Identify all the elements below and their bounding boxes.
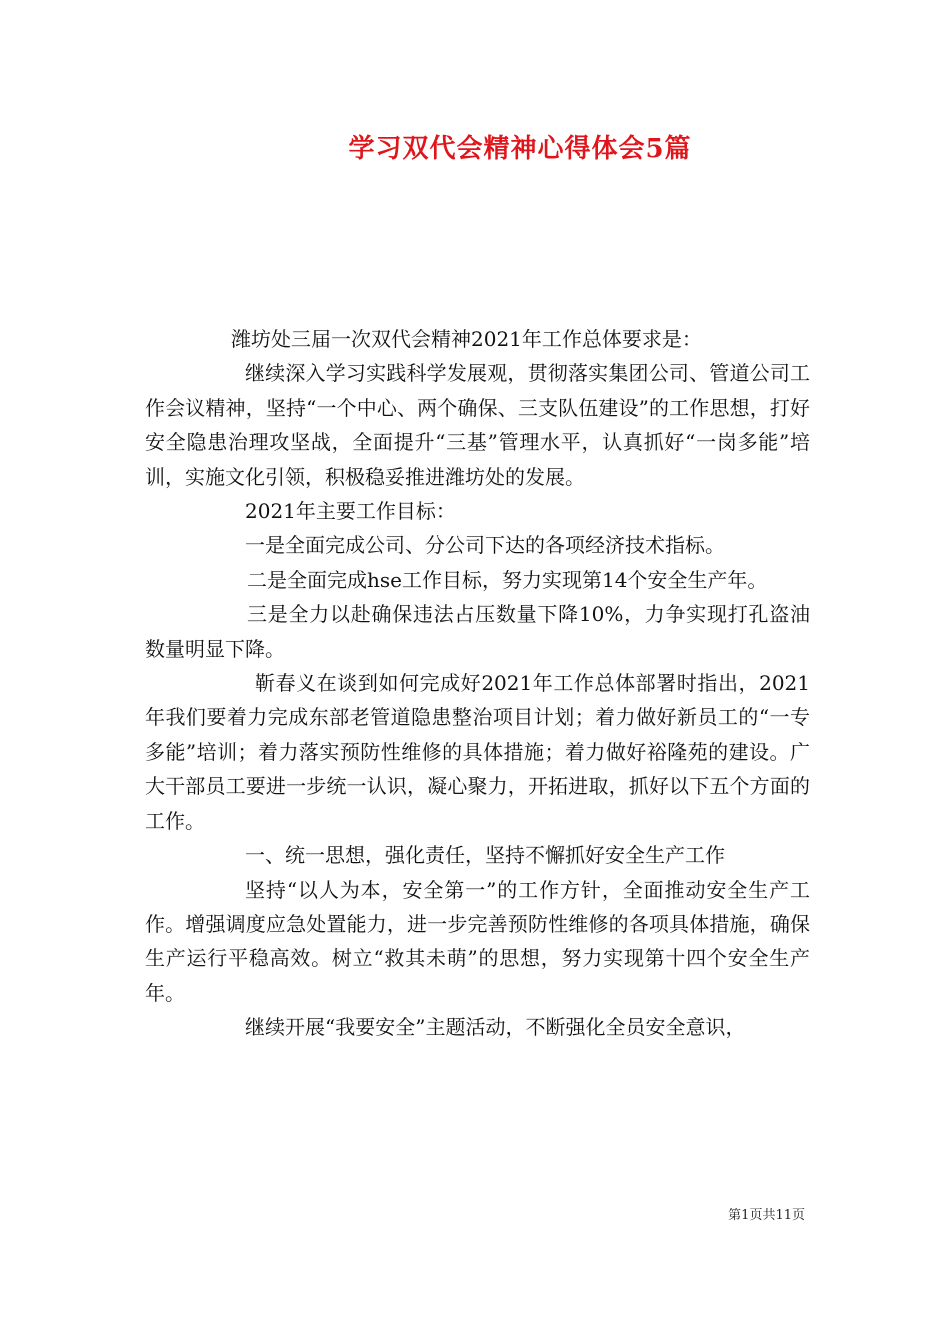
paragraph-safety-policy: 坚持“以人为本，安全第一”的工作方针，全面推动安全生产工作。增强调度应急处置能力，进一步完善预防性维修的各项具体措施，确保生产运行平稳高效。树立“救其未萌”的思想，努力实现第十四个安全生产年。 <box>145 877 810 1005</box>
section-heading-safety: 一、统一思想，强化责任，坚持不懈抓好安全生产工作 <box>245 843 725 868</box>
document-title: 学习双代会精神心得体会5篇 <box>348 134 692 164</box>
paragraph-work-guidance: 继续深入学习实践科学发展观，贯彻落实集团公司、管道公司工作会议精神，坚持“一个中心、两个确保、三支队伍建设”的工作思想，打好安全隐患治理攻坚战，全面提升“三基”管理水平，认真抓好“一岗多能”培训，实施文化引领，积极稳妥推进潍坊处的发展。 <box>145 361 810 489</box>
paragraph-safety-campaign: 继续开展“我要安全”主题活动，不断强化全员安全意识， <box>245 1015 746 1040</box>
paragraph-main-goals-heading: 2021年主要工作目标： <box>245 499 456 524</box>
paragraph-goal-two: 二是全面完成hse工作目标，努力实现第14个安全生产年。 <box>247 567 768 592</box>
paragraph-goal-three: 三是全力以赴确保违法占压数量下降10%，力争实现打孔盗油数量明显下降。 <box>145 602 810 661</box>
page-number: 第1页共11页 <box>728 1208 805 1223</box>
paragraph-deployment-remarks: 靳春义在谈到如何完成好2021年工作总体部署时指出，2021年我们要着力完成东部老管道隐患整治项目计划；着力做好新员工的“一专多能”培训；着力落实预防性维修的具体措施；着力做好裕隆苑的建设。广大干部员工要进一步统一认识，凝心聚力，开拓进取，抓好以下五个方面的工作。 <box>145 671 810 833</box>
paragraph-overall-requirements: 潍坊处三届一次双代会精神2021年工作总体要求是： <box>231 327 702 351</box>
paragraph-goal-one: 一是全面完成公司、分公司下达的各项经济技术指标。 <box>245 533 725 558</box>
document-body <box>145 322 810 1045</box>
